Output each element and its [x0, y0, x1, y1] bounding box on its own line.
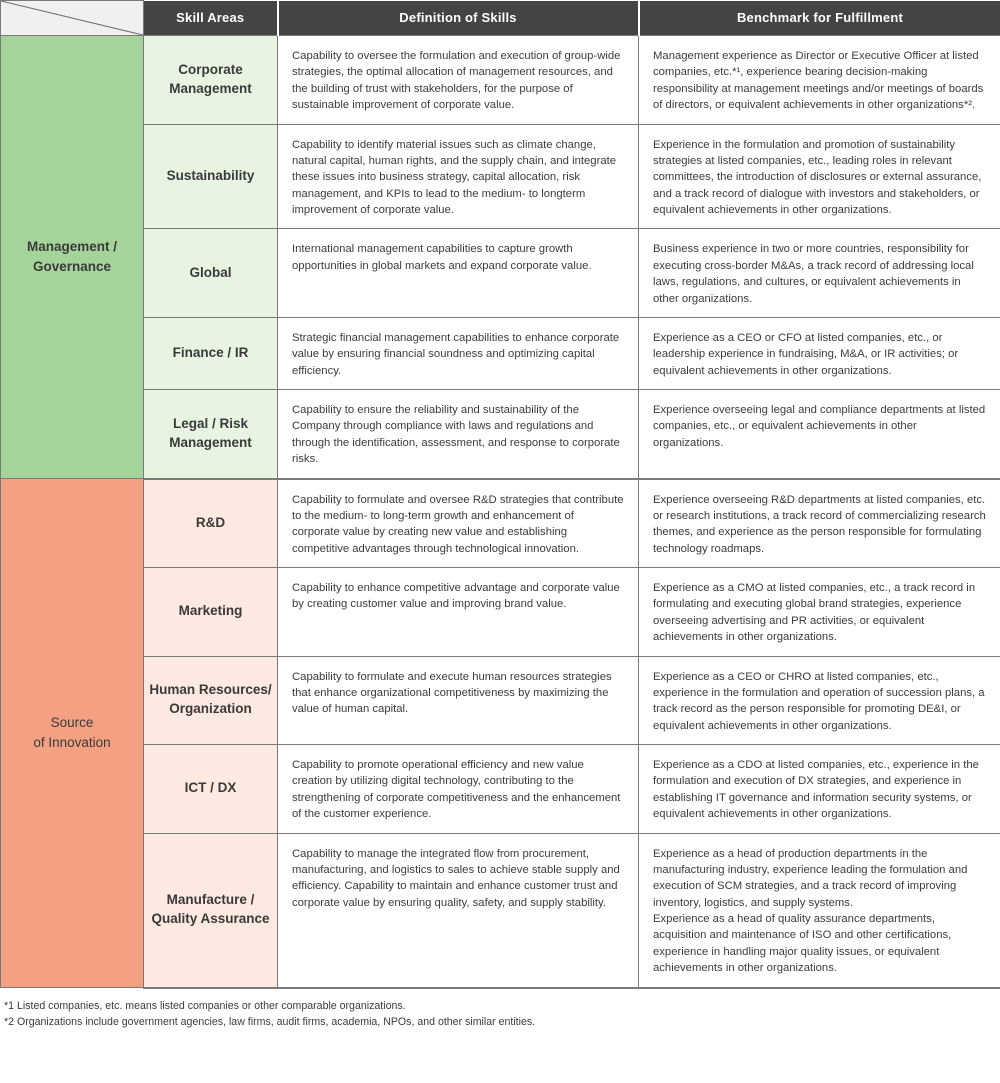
skill-area-name: Manufacture / Quality Assurance — [144, 833, 278, 988]
skill-area-name: Sustainability — [144, 124, 278, 229]
fulfillment-benchmark: Experience as a CEO or CHRO at listed companies, etc., experience in the formulation and operation of succession plans, a track record as the person responsible for promoting DE&I, or equivalent achievements in other organizations. — [639, 656, 1000, 745]
category-label: Source of Innovation — [1, 479, 144, 988]
fulfillment-benchmark: Business experience in two or more countries, responsibility for executing cross-border M&As, a track record of addressing local laws, regulations, and cultures, or equivalent achievements in other organizations. — [639, 229, 1000, 318]
skill-definition: Capability to enhance competitive advantage and corporate value by creating customer value and improving brand value. — [278, 568, 639, 657]
fulfillment-benchmark: Management experience as Director or Executive Officer at listed companies, etc.*¹, experience bearing decision-making responsibility at management meetings and/or meetings of boards of directors, or equivalent achievements in other organizations*². — [639, 36, 1000, 125]
skill-definition: Capability to promote operational efficiency and new value creation by utilizing digital technology, contributing to the strengthening of corporate competitiveness and the enhancement of the customer experience. — [278, 745, 639, 834]
column-header-definition-of-skills: Definition of Skills — [278, 1, 639, 36]
fulfillment-benchmark: Experience as a head of production departments in the manufacturing industry, experience leading the formulation and execution of SCM strategies, and a track record of improving inventory, logistics, and supply systems. Experience as a head of quality assurance departments, acquisition and maintenance of ISO and other certifications, experience in handling major quality issues, or equivalent achievements in other organizations. — [639, 833, 1000, 988]
skill-area-name: Global — [144, 229, 278, 318]
skill-definition: International management capabilities to capture growth opportunities in global markets and expand corporate value. — [278, 229, 639, 318]
skill-area-name: Marketing — [144, 568, 278, 657]
skill-area-name: ICT / DX — [144, 745, 278, 834]
fulfillment-benchmark: Experience in the formulation and promotion of sustainability strategies at listed companies, etc., leading roles in relevant committees, the introduction of disclosures or external assurance, and a track record of dialogue with investors and stakeholders, or equivalent achievements in other organizations. — [639, 124, 1000, 229]
column-header-benchmark-for-fulfillment: Benchmark for Fulfillment — [639, 1, 1000, 36]
table-body — [1, 36, 1000, 988]
header-row — [1, 1, 1000, 36]
category-label: Management / Governance — [1, 36, 144, 479]
fulfillment-benchmark: Experience as a CMO at listed companies, etc., a track record in formulating and executing global brand strategies, experience overseeing advertising and PR activities, or equivalent achievements in other organizations. — [639, 568, 1000, 657]
skill-area-name: R&D — [144, 479, 278, 568]
skill-definition: Capability to ensure the reliability and sustainability of the Company through compliance with laws and regulations and through the identification, assessment, and response to corporate risks. — [278, 390, 639, 479]
table-row — [1, 568, 1000, 657]
skill-definition: Capability to oversee the formulation and execution of group-wide strategies, the optimal allocation of management resources, and the building of trust with stakeholders, for the purpose of sustainable improvement of corporate value. — [278, 36, 639, 125]
table-row — [1, 317, 1000, 389]
table-row — [1, 229, 1000, 318]
table-row — [1, 833, 1000, 988]
skill-area-name: Legal / Risk Management — [144, 390, 278, 479]
skill-area-name: Human Resources/ Organization — [144, 656, 278, 745]
fulfillment-benchmark: Experience as a CDO at listed companies, etc., experience in the formulation and execution of DX strategies, and experience in establishing IT governance and information security systems, or equivalent achievements in other organizations. — [639, 745, 1000, 834]
skill-definition: Capability to manage the integrated flow from procurement, manufacturing, and logistics to sales to achieve stable supply and efficiency. Capability to maintain and enhance customer trust and corporate value by ensuring quality, safety, and supply stability. — [278, 833, 639, 988]
fulfillment-benchmark: Experience overseeing R&D departments at listed companies, etc. or research institutions, a track record of commercializing research themes, and experience as the person responsible for formulating technology roadmaps. — [639, 479, 1000, 568]
table-row — [1, 745, 1000, 834]
skill-definition: Capability to formulate and oversee R&D strategies that contribute to the medium- to long-term growth and enhancement of corporate value by creating new value and establishing competitive advantages through technological innovation. — [278, 479, 639, 568]
column-header-skill-areas: Skill Areas — [144, 1, 278, 36]
skill-definition: Capability to identify material issues such as climate change, natural capital, human rights, and the supply chain, and integrate these issues into business strategy, capital allocation, risk management, and KPIs to lead to the medium- to longterm improvement of corporate value. — [278, 124, 639, 229]
fulfillment-benchmark: Experience as a CEO or CFO at listed companies, etc., or leadership experience in fundraising, M&A, or IR activities; or equivalent achievements in other organizations. — [639, 317, 1000, 389]
footnotes — [4, 998, 1000, 1031]
skill-area-name: Finance / IR — [144, 317, 278, 389]
skill-definition: Capability to formulate and execute human resources strategies that enhance organizational competitiveness by maximizing the value of human capital. — [278, 656, 639, 745]
skill-area-name: Corporate Management — [144, 36, 278, 125]
table-header — [1, 1, 1000, 36]
footnote-2: *2 Organizations include government agencies, law firms, audit firms, academia, NPOs, and other similar entities. — [4, 1015, 536, 1028]
table-row — [1, 390, 1000, 479]
fulfillment-benchmark: Experience overseeing legal and compliance departments at listed companies, etc., or equivalent achievements in other organizations. — [639, 390, 1000, 479]
table-row — [1, 479, 1000, 568]
table-row — [1, 124, 1000, 229]
diagonal-divider-icon — [1, 1, 144, 36]
table-row — [1, 656, 1000, 745]
skill-definition: Strategic financial management capabilities to enhance corporate value by ensuring financial soundness and optimizing capital efficiency. — [278, 317, 639, 389]
table-row — [1, 36, 1000, 125]
footnote-1: *1 Listed companies, etc. means listed companies or other comparable organizations. — [4, 999, 406, 1012]
